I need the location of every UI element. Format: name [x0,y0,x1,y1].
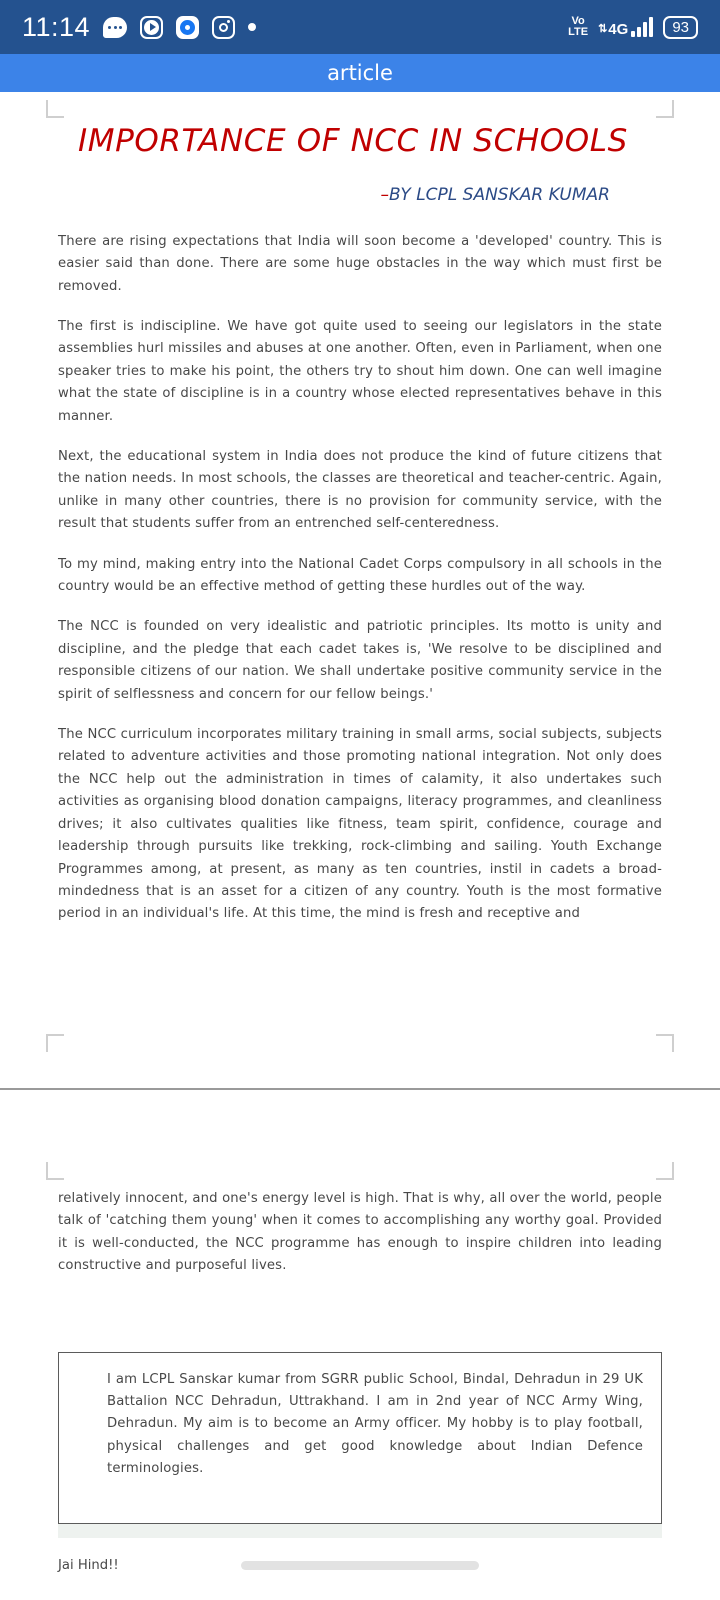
app-bar [0,54,720,92]
volte-icon [568,16,588,38]
paragraph: The first is indiscipline. We have got quite used to seeing our legislators in the state assemblies hurl missiles and abuses at one another. Often, even in Parliament, when one speaker tries to make his point, the others try to shout him down. One can well imagine what the state of discipline is in a country whose elected representatives behave in this manner. [58,318,662,424]
network-type-text: 4G [608,21,629,38]
video-play-icon [140,16,163,39]
data-updown-icon: ⇅ [598,23,608,35]
app-bar-title: article [327,61,393,85]
status-bar [0,0,720,54]
page-1-content [0,92,720,926]
paragraph: There are rising expectations that India will soon become a 'developed' country. This is easier said than done. There are some huge obstacles in the way which must first be removed. [58,233,662,294]
volte-line1: Vo [571,15,585,27]
messenger-icon [176,16,199,39]
byline-text: BY LCPL SANSKAR KUMAR [389,184,610,205]
document-viewer[interactable] [0,92,720,1578]
paragraph: Next, the educational system in India does not produce the kind of future citizens that the nation needs. In most schools, the classes are theoretical and teacher-centric. Again, unlike in many other countries, there is no provision for community service, with the result that students suffer from an entrenched self-centeredness. [58,449,662,532]
byline [58,185,662,205]
byline-dash: – [380,184,390,205]
paragraph: relatively innocent, and one's energy level is high. That is why, all over the world, people talk of 'catching them young' when it comes to accomplishing any worthy goal. Provided it is well-conducted, the NCC programme has enough to inspire children into leading constructive and purposeful lives. [58,1191,662,1274]
status-bar-left [22,12,568,43]
crop-mark-bottom-right [656,1034,674,1052]
signal-bars-icon [631,17,653,37]
dot-icon [248,23,256,31]
paragraph: The NCC curriculum incorporates military training in small arms, social subjects, subjects related to adventure activities and those promoting national integration. Not only does the NCC help out the administration in times of calamity, it also undertakes such activities as organising blood donation campaigns, literacy programmes, and cleanliness drives; it also cultivates qualities like fitness, team spirit, confidence, courage and leadership through pursuits like trekking, rock-climbing and sailing. Youth Exchange Programmes among, at present, as many as ten countries, instil in cadets a broad-mindedness that is an asset for a citizen of any country. Youth is the most formative period in an individual's life. At this time, the mind is fresh and receptive and [58,727,662,922]
network-type-label [598,22,628,37]
author-bio-box [58,1352,662,1524]
page-gap-top [0,1060,720,1088]
status-bar-right [568,16,698,39]
crop-mark-bottom-left [46,1034,64,1052]
paragraph: To my mind, making entry into the National Cadet Corps compulsory in all schools in the country would be an effective method of getting these hurdles out of the way. [58,556,662,595]
paragraph: The NCC is founded on very idealistic and patriotic principles. Its motto is unity and discipline, and the pledge that each cadet takes is, 'We resolve to be disciplined and responsible citizens of our nation. We shall undertake positive community service in the spirit of selflessness and concern for our fellow beings.' [58,619,662,702]
page-2-content [0,1090,720,1278]
system-navigation-pill[interactable] [241,1561,479,1570]
document-page-2 [0,1090,720,1578]
volte-line2: LTE [568,26,589,38]
author-bio-shadow [58,1524,662,1538]
spacer [0,1278,720,1352]
network-status [598,17,653,37]
document-page-1 [0,92,720,1060]
battery-indicator: 93 [663,16,698,39]
status-time: 11:14 [22,11,91,42]
author-bio-text: I am LCPL Sanskar kumar from SGRR public School, Bindal, Dehradun in 29 UK Battalion NCC Dehradun, Uttrakhand. I am in 2nd year of NCC Army Wing, Dehradun. My aim is to become an Army officer. My hobby is to play football, physical challenges and get good knowledge about Indian Defence terminologies. [107,1371,643,1477]
instagram-icon [212,16,235,39]
chat-bubble-icon [103,17,127,38]
page-title: IMPORTANCE OF NCC IN SCHOOLS [78,123,628,159]
signoff-text: Jai Hind!! [58,1557,119,1573]
